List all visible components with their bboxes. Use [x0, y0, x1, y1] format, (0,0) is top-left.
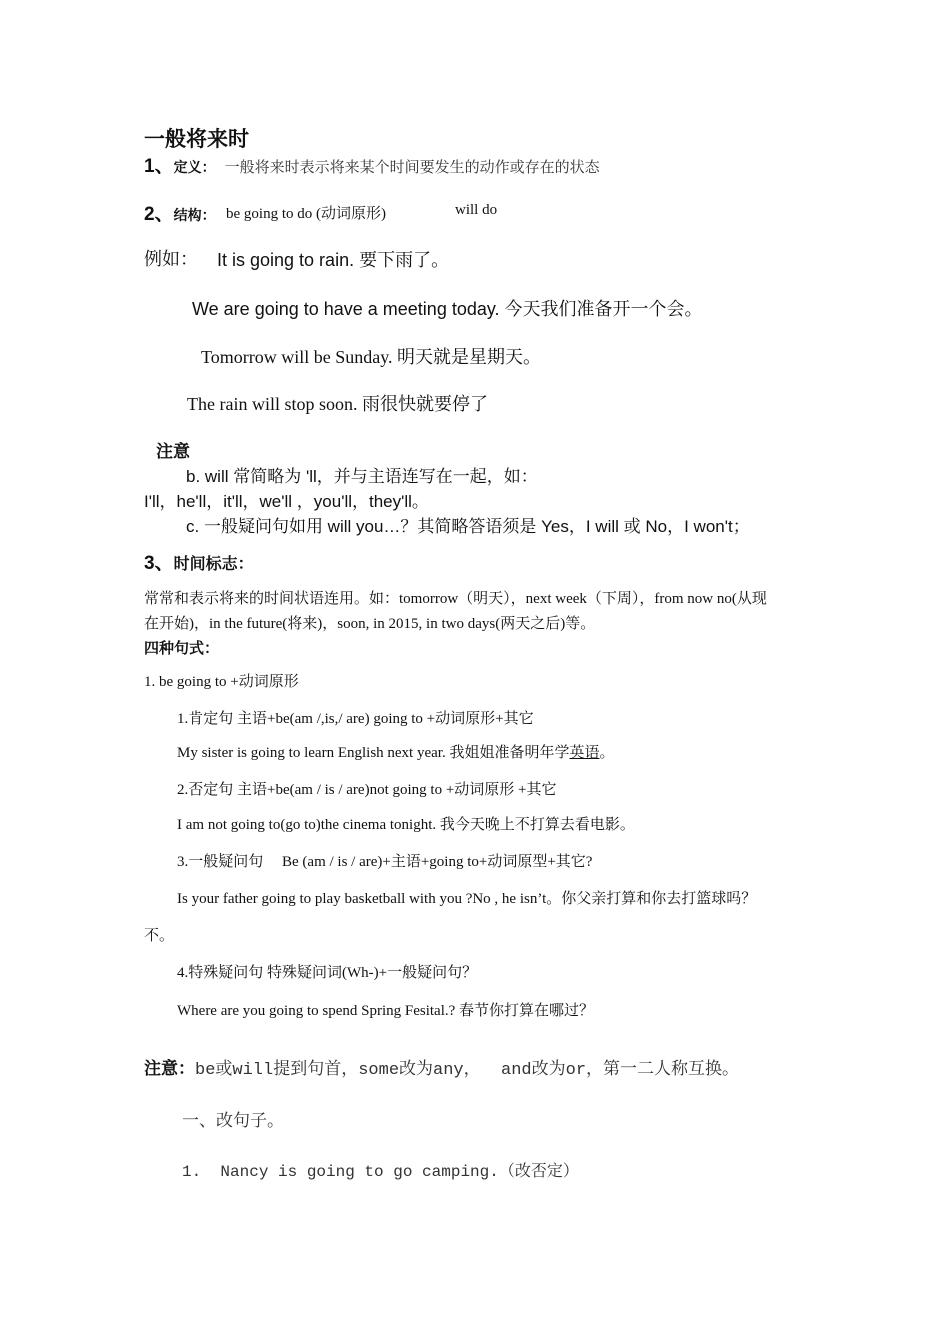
example-4: The rain will stop soon. 雨很快就要停了: [187, 394, 488, 414]
pattern-wh-question-example: Where are you going to spend Spring Fesital.? 春节你打算在哪过？: [177, 1003, 595, 1019]
patterns-heading: 1. be going to +动词原形: [144, 674, 299, 690]
structure-will: will do: [455, 202, 498, 218]
english-link[interactable]: 英语: [569, 745, 600, 761]
note-b-list: I'll，he'll，it'll，we'll ，you'll，they'll。: [144, 492, 429, 511]
note-text: be或will提到句首，some改为any， and改为or，第一二人称互换。: [195, 1061, 740, 1080]
section-label: 定义：: [173, 160, 216, 176]
section-label: 结构：: [173, 208, 216, 224]
example-text: My sister is going to learn English next year. 我姐姐准备明年学: [177, 745, 570, 761]
examples-label: 例如：: [144, 249, 198, 270]
page-title: 一般将来时: [144, 126, 249, 151]
example-3: Tomorrow will be Sunday. 明天就是星期天。: [201, 347, 542, 367]
note-b: b. will 常简略为 'll，并与主语连写在一起，如：: [186, 467, 538, 486]
section-time-markers: [144, 548, 254, 575]
section-number: 2、: [144, 204, 174, 225]
exercise-question-1: 1. Nancy is going to go camping.（改否定）: [182, 1163, 579, 1181]
time-markers-line-1: 常常和表示将来的时间状语连用。如：tomorrow（明天），next week（下周），from now no(从现: [144, 591, 767, 607]
section-number: 3、: [144, 553, 174, 574]
pattern-yes-no-question-example: Is your father going to play basketball with you ?No , he isn’t。你父亲打算和你去打篮球吗？: [177, 891, 757, 907]
pattern-wh-question: 4.特殊疑问句 特殊疑问词(Wh-)+一般疑问句？: [177, 965, 478, 981]
example-2: We are going to have a meeting today. 今天我们准备开一个会。: [192, 299, 703, 319]
pattern-affirmative: 1.肯定句 主语+be(am /,is,/ are) going to +动词原形+其它: [177, 711, 534, 727]
note-c: c. 一般疑问句如用 will you…？其简略答语须是 Yes，I will 或 No，I won't；: [186, 517, 750, 536]
pattern-negative: 2.否定句 主语+be(am / is / are)not going to +动词原形 +其它: [177, 782, 557, 798]
structure-going-to: be going to do (动词原形): [226, 206, 386, 222]
pattern-yes-no-question-example-cont: 不。: [144, 928, 175, 944]
patterns-title: 四种句式：: [144, 639, 220, 657]
example-text-end: 。: [599, 745, 615, 761]
section-structure: [144, 199, 216, 226]
note-label: 注意：: [144, 1059, 195, 1079]
section-definition: [144, 151, 600, 178]
exercise-title: 一、改句子。: [182, 1111, 284, 1131]
pattern-yes-no-question: 3.一般疑问句 Be (am / is / are)+主语+going to+动词原型+其它?: [177, 854, 593, 870]
pattern-affirmative-example: [177, 741, 615, 762]
note-title: 注意: [156, 442, 190, 462]
pattern-negative-example: I am not going to(go to)the cinema tonight. 我今天晚上不打算去看电影。: [177, 817, 635, 833]
example-1: It is going to rain. 要下雨了。: [217, 250, 450, 270]
section-number: 1、: [144, 156, 174, 177]
definition-text: 一般将来时表示将来某个时间要发生的动作或存在的状态: [224, 160, 600, 176]
time-markers-line-2: 在开始)，in the future(将来)，soon, in 2015, in two days(两天之后)等。: [144, 616, 596, 632]
note-transformation: [144, 1054, 739, 1080]
section-label: 时间标志：: [173, 554, 254, 573]
